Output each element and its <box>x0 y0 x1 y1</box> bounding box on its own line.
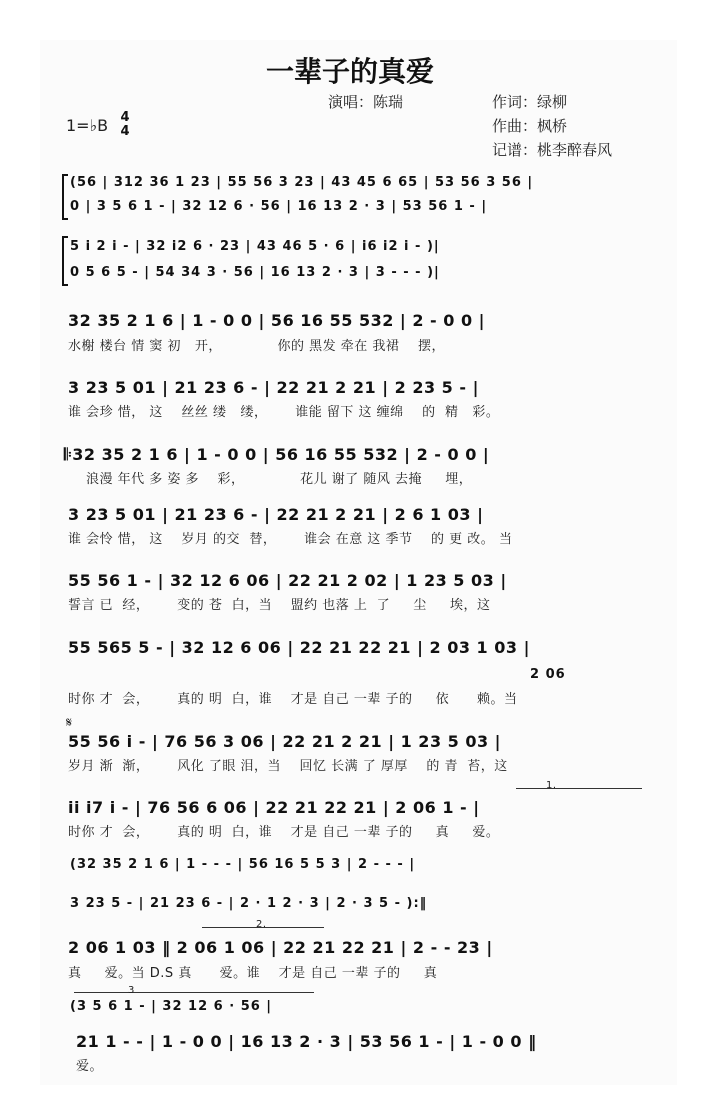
intro-line-1-upper: (56 | 312 36 1 23 | 55 56 3 23 | 43 45 6 65 | 53 56 3 56 | <box>70 175 534 190</box>
tuplet-number: 3 <box>128 985 135 996</box>
lyrics-line-8: 时你 才 会， 真的 明 白，谁 才是 自己 一辈 子的 依 赖。当 <box>68 692 518 707</box>
song-title: 一辈子的真爱 <box>266 55 435 88</box>
lyrics-line-7: 誓言 已 经， 变的 苍 白，当 盟约 也落 上 了 尘 埃，这 <box>68 598 491 613</box>
time-signature-top: 4 <box>120 110 130 125</box>
melody-line-14: 21 1 - - | 1 - 0 0 | 16 13 2 · 3 | 53 56 1 - | 1 - 0 0 ‖ <box>76 1032 537 1051</box>
score-sheet <box>40 40 677 1085</box>
system-brace <box>62 174 68 220</box>
interlude-line-11: (32 35 2 1 6 | 1 - - - | 56 16 5 5 3 | 2 - - - | <box>70 857 416 872</box>
volta-bracket-1 <box>516 788 642 789</box>
interlude-line-12: 3 23 5 - | 21 23 6 - | 2 · 1 2 · 3 | 2 · 3 5 - ):‖ <box>70 896 428 911</box>
melody-line-10: ii i7 i - | 76 56 6 06 | 22 21 22 21 | 2 06 1 - | <box>68 798 480 817</box>
lyrics-line-9: 岁月 渐 渐， 风化 了眼 泪，当 回忆 长满 了 厚厚 的 青 苔，这 <box>68 759 508 774</box>
lyrics-line-10: 时你 才 会， 真的 明 白，谁 才是 自己 一辈 子的 真 爱。 <box>68 825 500 840</box>
intro-line-2-upper: 5 i 2 i - | 32 i2 6 · 23 | 43 46 5 · 6 | i6 i2 i - )| <box>70 239 440 254</box>
lyrics-line-5: 浪漫 年代 多 姿 多 彩， 花儿 谢了 随风 去掩 埋， <box>86 472 473 487</box>
lyrics-line-14: 爱。 <box>76 1059 104 1074</box>
transcriber-credit: 记谱：桃李醉春风 <box>492 141 613 159</box>
intro-line-1-lower: 0 | 3 5 6 1 - | 32 12 6 · 56 | 16 13 2 · 3 | 53 56 1 - | <box>70 199 488 214</box>
volta-label-2: 2. <box>256 919 267 930</box>
tuplet-bracket <box>74 992 314 993</box>
melody-line-6: 3 23 5 01 | 21 23 6 - | 22 21 2 21 | 2 6 1 03 | <box>68 505 484 524</box>
lyrics-line-4: 谁 会珍 惜， 这 丝丝 缕 缕， 谁能 留下 这 缠绵 的 精 彩。 <box>68 405 500 420</box>
lyricist-credit: 作词：绿柳 <box>492 93 568 111</box>
melody-line-3: 32 35 2 1 6 | 1 - 0 0 | 56 16 55 532 | 2 - 0 0 | <box>68 311 485 330</box>
ending-upper-line: (3 5 6 1 - | 32 12 6 · 56 | <box>70 999 273 1014</box>
lyrics-line-3: 水榭 楼台 情 窦 初 开， 你的 黑发 牵在 我裙 摆， <box>68 339 445 354</box>
melody-line-4: 3 23 5 01 | 21 23 6 - | 22 21 2 21 | 2 23 5 - | <box>68 378 479 397</box>
singer-credit: 演唱：陈瑞 <box>328 93 404 111</box>
intro-line-2-lower: 0 5 6 5 - | 54 34 3 · 56 | 16 13 2 · 3 | 3 - - - )| <box>70 265 440 280</box>
volta-label-1: 1. <box>546 780 557 791</box>
segno-sign: 𝄋 <box>66 715 73 731</box>
composer-credit: 作曲：枫桥 <box>492 117 568 135</box>
lyrics-line-6: 谁 会怜 惜， 这 岁月 的交 替， 谁会 在意 这 季节 的 更 改。 当 <box>68 532 513 547</box>
melody-line-8: 55 565 5 - | 32 12 6 06 | 22 21 22 21 | 2 03 1 03 | <box>68 638 530 657</box>
melody-line-7: 55 56 1 - | 32 12 6 06 | 22 21 2 02 | 1 23 5 03 | <box>68 571 507 590</box>
lyrics-line-13: 真 爱。当 D.S 真 爱。谁 才是 自己 一辈 子的 真 <box>68 966 438 981</box>
melody-line-13: 2 06 1 03 ‖ 2 06 1 06 | 22 21 22 21 | 2 - - 23 | <box>68 938 493 957</box>
alternate-notes: 2 06 <box>530 667 566 682</box>
key-signature: 1=♭B <box>66 116 109 135</box>
melody-line-5: 𝄆32 35 2 1 6 | 1 - 0 0 | 56 16 55 532 | 2 - 0 0 | <box>64 445 490 464</box>
time-signature-bottom: 4 <box>120 124 130 139</box>
system-brace <box>62 236 68 286</box>
melody-line-9: 55 56 i - | 76 56 3 06 | 22 21 2 21 | 1 23 5 03 | <box>68 732 502 751</box>
